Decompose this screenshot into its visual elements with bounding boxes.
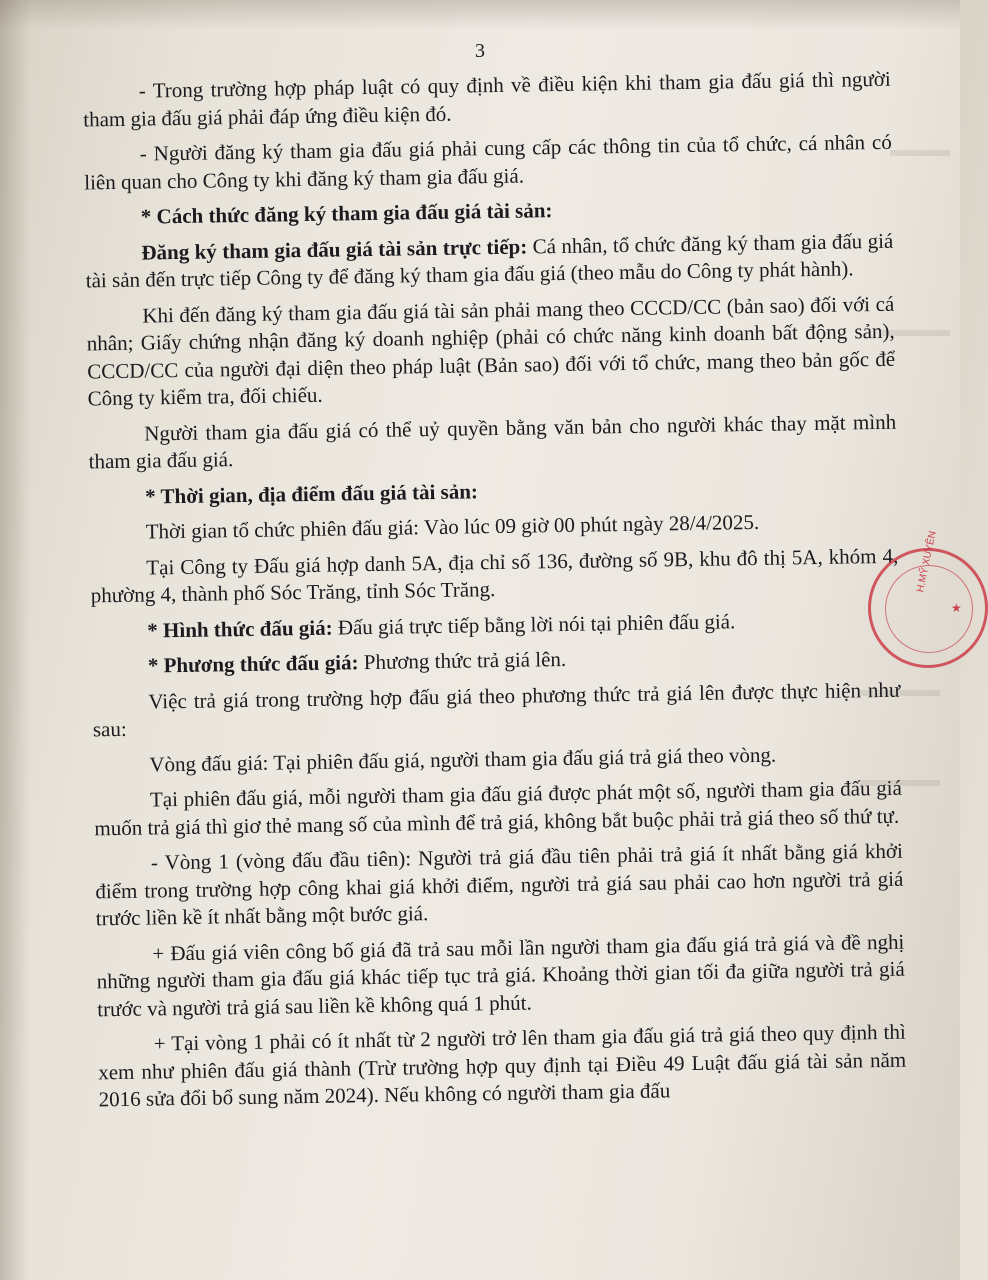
- page-number: 3: [475, 40, 485, 62]
- paragraph-lead: * Phương thức đấu giá:: [147, 650, 359, 678]
- paragraph-text: Đấu giá trực tiếp bằng lời nói tại phiên đấu giá.: [332, 608, 736, 640]
- paragraph-text: Khi đến đăng ký tham gia đấu giá tài sản phải mang theo CCCD/CC (bản sao) đối với cá nhân; Giấy chứng nhận đăng ký doanh nghiệp (phải có chức năng kinh doanh bất động sản), CCCD/CC của người đại diện theo pháp luật (Bản sao) đối với tổ chức, mang theo bản gốc để Công ty kiểm tra, đối chiếu.: [86, 291, 896, 411]
- paragraph-text: - Người đăng ký tham gia đấu giá phải cung cấp các thông tin của tổ chức, cá nhân có liên quan cho Công ty khi đăng ký tham gia đấu giá.: [84, 129, 892, 194]
- paragraph-text: + Tại vòng 1 phải có ít nhất từ 2 người trở lên tham gia đấu giá trả giá theo quy định thì xem như phiên đấu giá thành (Trừ trường hợp quy định tại Điều 49 Luật đấu giá tài sản năm 2016 sửa đổi bổ sung năm 2024). Nếu không có người tham gia đấu: [98, 1019, 907, 1112]
- paragraph: [2, 774, 963, 844]
- paragraph-text: Vòng đấu giá: Tại phiên đấu giá, người tham gia đấu giá trả giá theo vòng.: [149, 742, 777, 777]
- paragraph: [0, 289, 956, 414]
- paragraph: [0, 407, 957, 477]
- paragraph-text: Cá nhân, tổ chức đăng ký tham gia đấu giá tài sản đến trực tiếp Công ty để đăng ký tham gia đấu giá (theo mẫu do Công ty phát hành).: [85, 228, 894, 293]
- paragraph: [0, 604, 959, 647]
- paragraph: [0, 640, 960, 683]
- paragraph: [0, 541, 959, 611]
- paragraph: [1, 738, 961, 781]
- paragraph: [6, 1018, 967, 1116]
- paragraph: [0, 226, 954, 296]
- section-heading: * Thời gian, địa điểm đấu giá tài sản:: [145, 478, 479, 509]
- section-heading: * Cách thức đăng ký tham gia đấu giá tài sản:: [140, 198, 553, 229]
- paragraph-text: Tại phiên đấu giá, mỗi người tham gia đấu giá được phát một số, người tham gia đấu giá muốn trả giá thì giơ thẻ mang số của mình để trả giá, không bắt buộc phải trả giá theo số thứ tự.: [94, 775, 903, 840]
- paragraph-lead: Đăng ký tham gia đấu giá tài sản trực tiếp:: [141, 234, 528, 265]
- paragraph-text: Người tham gia đấu giá có thể uỷ quyền bằng văn bản cho người khác thay mặt mình tham gia đấu giá.: [88, 409, 897, 474]
- paragraph: [0, 506, 958, 549]
- page-shadow-top: [0, 0, 960, 30]
- paragraph: [0, 128, 952, 198]
- paragraph-lead: * Hình thức đấu giá:: [147, 615, 333, 643]
- paragraph: [0, 65, 951, 135]
- paragraph-text: Thời gian tổ chức phiên đấu giá: Vào lúc 09 giờ 00 phút ngày 28/4/2025.: [145, 509, 760, 544]
- red-seal-stamp: [868, 530, 988, 668]
- paragraph-text: + Đấu giá viên công bố giá đã trả sau mỗi lần người tham gia đấu giá trả giá và đề nghị những người tham gia đấu giá khác tiếp tục trả giá. Khoảng thời gian tối đa giữa người trả giá trước và người trả giá sau liền kề không quá 1 phút.: [96, 929, 905, 1021]
- paragraph: [0, 675, 961, 745]
- paragraph-text: - Vòng 1 (vòng đấu đầu tiên): Người trả giá đầu tiên phải trả giá ít nhất bằng giá khởi điểm trong trường hợp công khai giá khởi điểm, người trả giá sau phải cao hơn người trả giá trước liền kề ít nhất bằng một bước giá.: [95, 838, 904, 931]
- paragraph-text: Tại Công ty Đấu giá hợp danh 5A, địa chỉ số 136, đường số 9B, khu đô thị 5A, khóm 4, phường 4, thành phố Sóc Trăng, tỉnh Sóc Trăng.: [90, 543, 899, 608]
- paragraph: [4, 927, 965, 1025]
- paragraph-text: Phương thức trả giá lên.: [358, 646, 567, 675]
- stamp-text: H.MỸ XUYÊN: [915, 530, 939, 594]
- paragraph-text: - Trong trường hợp pháp luật có quy định về điều kiện khi tham gia đấu giá thì người tham gia đấu giá phải đáp ứng điều kiện đó.: [83, 66, 891, 131]
- document-body: [0, 65, 967, 1115]
- paragraph-text: Việc trả giá trong trường hợp đấu giá theo phương thức trả giá lên được thực hiện như sau:: [92, 677, 901, 742]
- star-icon: ★: [951, 601, 962, 615]
- paragraph: [3, 837, 964, 935]
